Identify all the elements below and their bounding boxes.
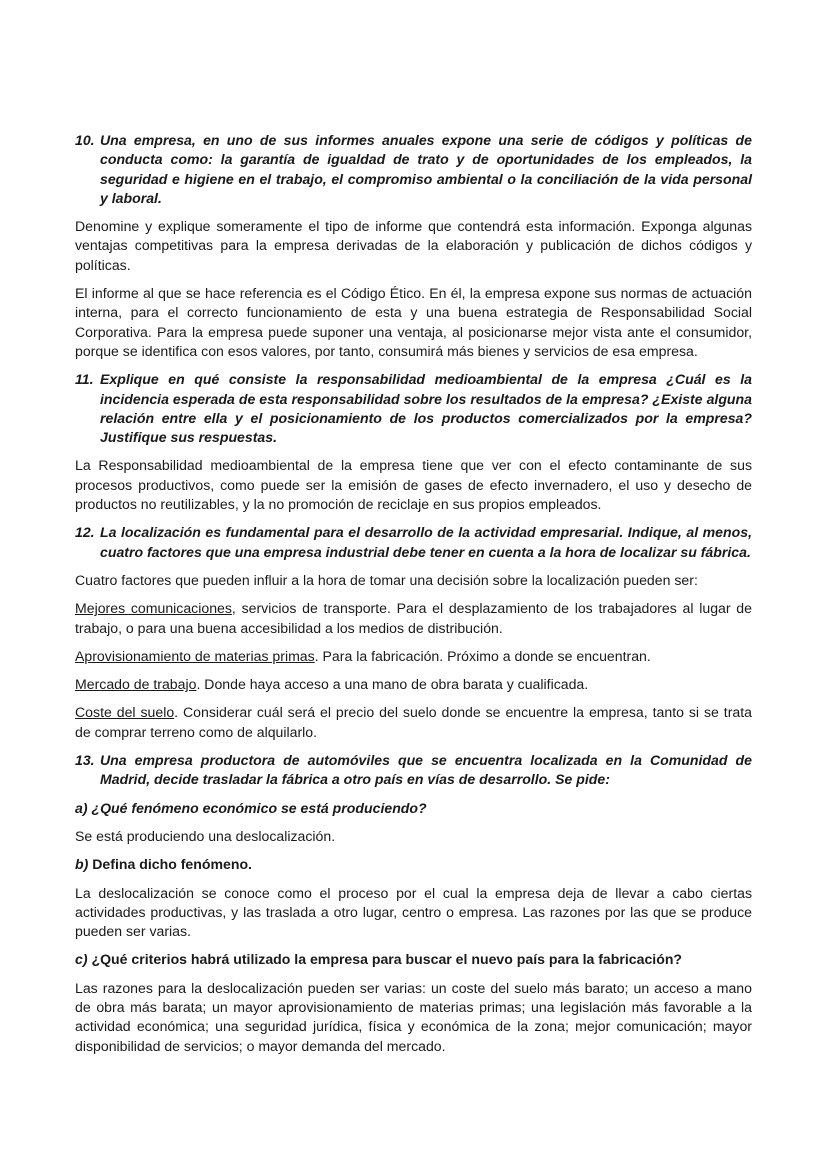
question-text: Una empresa, en uno de sus informes anuales expone una serie de códigos y políticas de conducta como: la garantía de igualdad de trato y de oportunidades de los empleados, la seguridad e higiene en el trabajo, el compromiso ambiental o la conciliación de la vida personal y laboral.: [100, 132, 752, 206]
question-10: [75, 131, 752, 208]
question-11: [75, 370, 752, 447]
factor-text: . Para la fabricación. Próximo a donde se encuentran.: [314, 647, 651, 664]
factor-text: . Considerar cuál será el precio del suelo donde se encuentre la empresa, tanto si se trata de comprar terreno como de alquilarlo.: [75, 704, 752, 740]
question-text: La localización es fundamental para el desarrollo de la actividad empresarial. Indique, al menos, cuatro factores que una empresa industrial debe tener en cuenta a la hora de localizar su fábrica.: [100, 524, 752, 560]
subquestion-letter: a): [75, 799, 88, 816]
paragraph: La deslocalización se conoce como el proceso por el cual la empresa deja de llevar a cabo ciertas actividades productivas, y las traslada a otro lugar, centro o empresa. Las razones por las que se produce pueden ser varias.: [75, 884, 752, 940]
factor-item: [75, 647, 752, 666]
question-number: 12.: [75, 524, 95, 541]
question-number: 11.: [75, 371, 94, 388]
paragraph: Las razones para la deslocalización pueden ser varias: un coste del suelo más barato; un acceso a mano de obra más barata; un mayor aprovisionamiento de materias primas; una legislación más favorable a la actividad económica; una seguridad jurídica, física y económica de la zona; mejor comunicación; mayor disponibilidad de servicios; o mayor demanda del mercado.: [75, 979, 752, 1054]
paragraph: Se está produciendo una deslocalización.: [75, 827, 336, 844]
question-text: Una empresa productora de automóviles que se encuentra localizada en la Comunidad de Madrid, decide trasladar la fábrica a otro país en vías de desarrollo. Se pide:: [100, 752, 752, 788]
subquestion-a: [75, 799, 752, 818]
factor-term: Mejores comunicaciones: [75, 600, 232, 617]
subquestion-text: ¿Qué fenómeno económico se está produciendo?: [87, 799, 427, 816]
subquestion-text: ¿Qué criterios habrá utilizado la empresa para buscar el nuevo país para la fabricación?: [87, 951, 683, 968]
subquestion-letter: c): [75, 951, 88, 968]
subquestion-text: Defina dicho fenómeno.: [88, 856, 252, 873]
question-13: [75, 751, 752, 790]
subquestion-b: [75, 855, 752, 874]
factor-item: [75, 703, 752, 742]
factor-term: Mercado de trabajo: [75, 676, 197, 693]
paragraph: La Responsabilidad medioambiental de la empresa tiene que ver con el efecto contaminante de sus procesos productivos, como puede ser la emisión de gases de efecto invernadero, el uso y desecho de productos no reutilizables, y la no promoción de reciclaje en sus propios empleados.: [75, 457, 752, 513]
paragraph: Cuatro factores que pueden influir a la hora de tomar una decisión sobre la localización pueden ser:: [75, 571, 698, 588]
question-number: 10.: [75, 132, 95, 148]
subquestion-c: [75, 950, 752, 969]
factor-item: [75, 675, 752, 694]
factor-term: Aprovisionamiento de materias primas: [75, 647, 315, 664]
document-page: [75, 131, 752, 1065]
question-text: Explique en qué consiste la responsabilidad medioambiental de la empresa ¿Cuál es la incidencia esperada de esta responsabilidad sobre los resultados de la empresa? ¿Existe alguna relación entre ella y el posicionamiento de los productos comercializados por la empresa? Justifique sus respuestas.: [100, 371, 752, 446]
paragraph: El informe al que se hace referencia es el Código Ético. En él, la empresa expone sus normas de actuación interna, para el correcto funcionamiento de esta y una buena estrategia de Responsabilidad Social Corporativa. Para la empresa puede suponer una ventaja, al posicionarse mejor vista ante el consumidor, porque se identifica con esos valores, por tanto, consumirá más bienes y servicios de esa empresa.: [75, 285, 752, 359]
question-12: [75, 523, 752, 562]
factor-text: , servicios de transporte. Para el desplazamiento de los trabajadores al lugar de trabajo, o para una buena accesibilidad a los medios de distribución.: [75, 600, 752, 636]
question-number: 13.: [75, 752, 95, 769]
factor-item: [75, 599, 752, 638]
factor-term: Coste del suelo: [75, 704, 175, 721]
subquestion-letter: b): [75, 856, 89, 873]
factor-text: . Donde haya acceso a una mano de obra barata y cualificada.: [196, 676, 589, 693]
paragraph: Denomine y explique someramente el tipo de informe que contendrá esta información. Exponga algunas ventajas competitivas para la empresa derivadas de la elaboración y publicación de dichos códigos y políticas.: [75, 218, 752, 273]
